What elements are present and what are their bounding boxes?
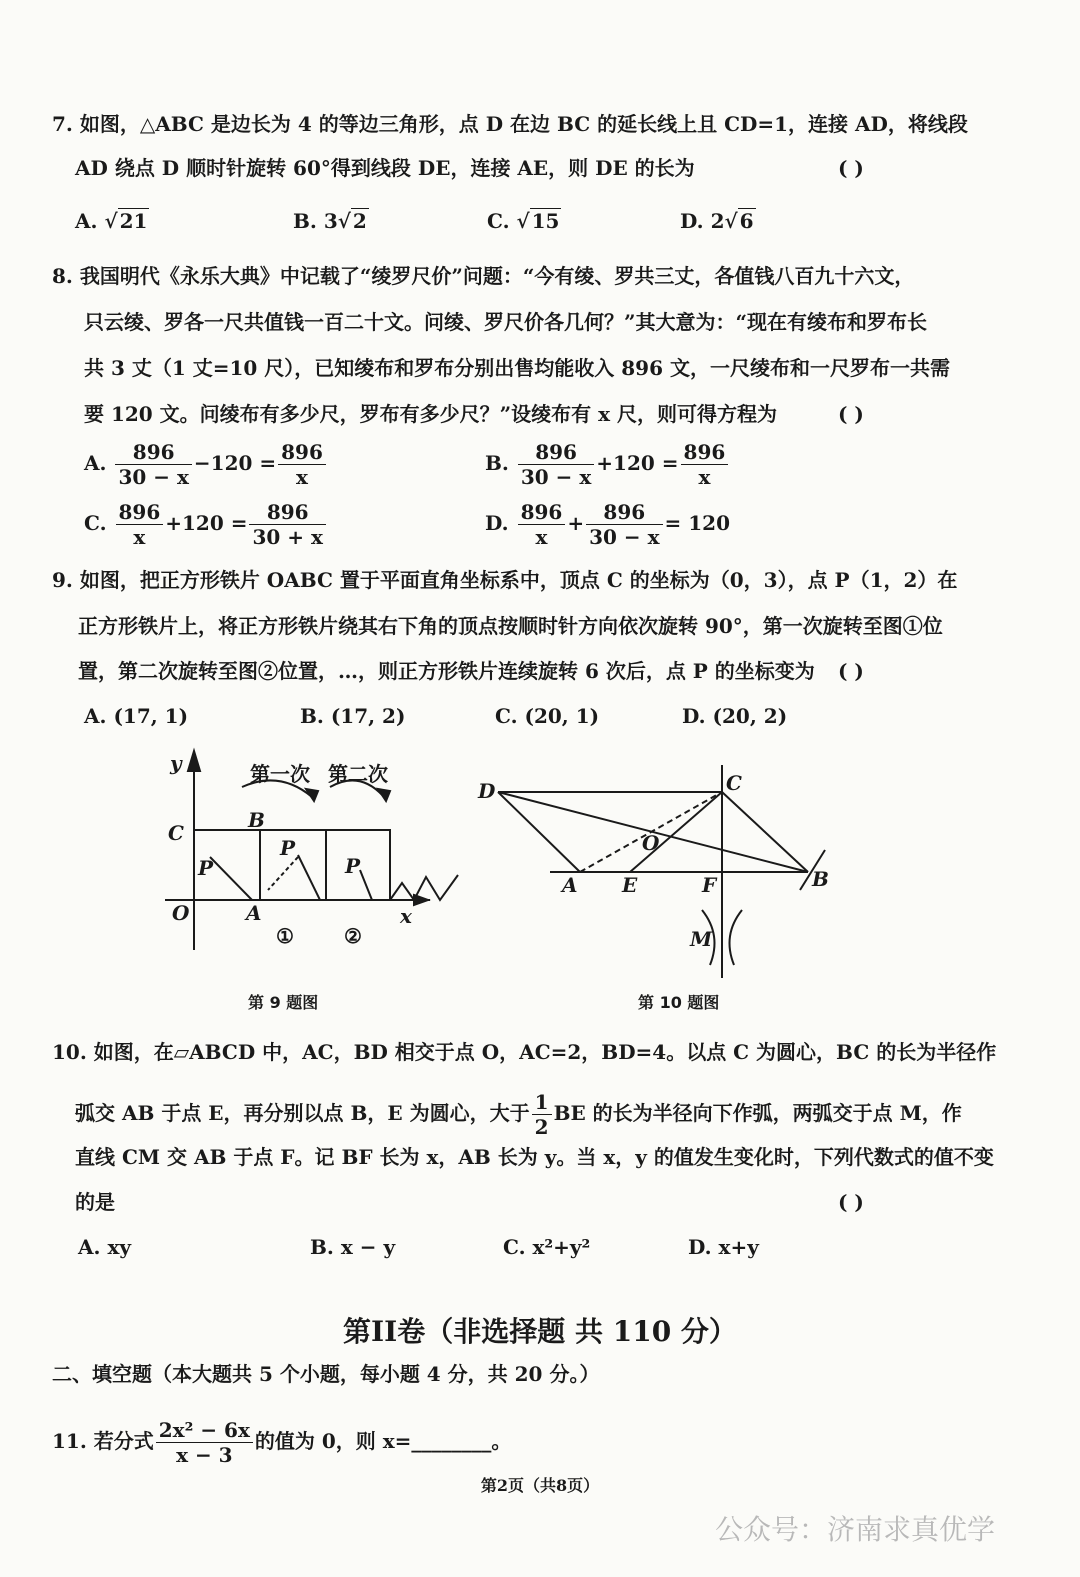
fig10-caption: 第 10 题图 [638,993,720,1012]
q10-line4: 的是 [75,1190,115,1214]
arrow-second-head [378,789,390,801]
q8-option-c: C. $\frac{896}{x}$ +120 = $\frac{896}{30 + x}$ [84,500,328,549]
q10-paren: ( ) [838,1190,864,1214]
p1-segment [298,855,320,900]
fig10-label-f: F [702,873,717,897]
fig10-label-o: O [642,831,660,855]
fig9-label-x: x [400,904,412,928]
q8-line4: 要 120 文。问绫布有多少尺，罗布有多少尺？”设绫布有 x 尺，则可得方程为 [84,402,778,426]
q10-line1: 10. 如图，在▱ABCD 中，AC，BD 相交于点 O，AC=2，BD=4。以点 C 为圆心，BC 的长为半径作 [52,1040,997,1064]
q10-line3: 直线 CM 交 AB 于点 F。记 BF 长为 x，AB 长为 y。当 x，y 的值发生变化时，下列代数式的值不变 [75,1145,994,1169]
q9-option-c: C. (20, 1) [495,704,600,728]
q7-option-c: C. √ 15 [487,209,560,233]
fig10-label-e: E [622,873,638,897]
fig9-label-c: C [168,821,184,845]
q8-line2: 只云绫、罗各一尺共值钱一百二十文。问绫、罗尺价各几何？”其大意为：“现在有绫布和罗布长 [84,310,928,334]
q8-option-d: D. $\frac{896}{x}$ + $\frac{896}{30 - x}$ = 120 [485,500,730,549]
watermark: 公众号：济南求真优学 [715,1513,996,1546]
fig10-label-d: D [478,779,496,803]
q9-option-a: A. (17, 1) [84,704,189,728]
q7-option-a: A. √ 21 [75,209,148,233]
fig10-label-m: M [690,927,713,951]
dashed-segment [268,857,298,890]
q7-line1: 7. 如图，△ABC 是边长为 4 的等边三角形，点 D 在边 BC 的延长线上且 CD=1，连接 AD，将线段 [52,112,968,136]
section-fill-blank: 二、填空题（本大题共 5 个小题，每小题 4 分，共 20 分。） [52,1362,600,1386]
zigzag-continuation [390,875,458,900]
fig9-label-y: y [170,751,182,775]
fig9-label-o: O [172,901,190,925]
q11-line: 11. 若分式 $\frac{\text{2x² − 6x}}{x - 3}$ 的值为 0，则 x=________。 [52,1418,512,1467]
q10-option-b: B. x − y [310,1235,396,1259]
q8-paren: ( ) [838,402,864,426]
p-segment [210,857,252,900]
segment-da [498,792,580,872]
fig9-label-a: A [246,901,262,925]
q9-line1: 9. 如图，把正方形铁片 OABC 置于平面直角坐标系中，顶点 C 的坐标为（0，3），点 P（1，2）在 [52,568,958,592]
q10-line2: 弧交 AB 于点 E，再分别以点 B，E 为圆心，大于 $\frac{1}{2}$ BE 的长为半径向下作弧，两弧交于点 M，作 [75,1090,962,1139]
part2-title: 第II卷（非选择题 共 110 分） [343,1315,737,1348]
page-footer: 第2页（共8页） [480,1476,600,1495]
fig9-label-p: P [198,856,214,880]
q8-option-b: B. $\frac{896}{30 - x}$ +120 = $\frac{896}{x}$ [485,440,730,489]
fig10-label-a: A [562,873,578,897]
q9-paren: ( ) [838,659,864,683]
q8-line3: 共 3 丈（1 丈=10 尺），已知绫布和罗布分别出售均能收入 896 文，一尺绫布和一尺罗布一共需 [84,356,950,380]
fig9-caption: 第 9 题图 [248,993,319,1012]
q10-option-d: D. x+y [688,1235,759,1259]
q9-option-d: D. (20, 2) [682,704,788,728]
q8-option-a: A. $\frac{896}{30 - x}$ −120 = $\frac{896}{x}$ [84,440,328,489]
arrow-first-head [306,789,318,801]
fig10-label-b: B [812,867,829,891]
y-axis-arrow [188,751,200,771]
fig9-label-circle-1: ① [276,924,294,948]
q9-line2: 正方形铁片上，将正方形铁片绕其右下角的顶点按顺时针方向依次旋转 90°，第一次旋转至图①位 [78,614,943,638]
fig10-label-c: C [726,771,742,795]
fig9-label-first: 第一次 [250,762,310,786]
q7-line2: AD 绕点 D 顺时针旋转 60°得到线段 DE，连接 AE，则 DE 的长为 [75,156,695,180]
q9-line3: 置，第二次旋转至图②位置，…，则正方形铁片连续旋转 6 次后，点 P 的坐标变为 [78,659,815,683]
q7-option-d: D. 2√ 6 [680,209,754,233]
arc-m-right [730,910,743,965]
fig9-label-circle-2: ② [344,924,362,948]
q10-option-a: A. xy [78,1235,131,1259]
fig9-label-b: B [248,808,265,832]
q8-line1: 8. 我国明代《永乐大典》中记载了“绫罗尺价”问题：“今有绫、罗共三丈，各值钱八百九十六文， [52,264,915,288]
figure-9 [150,745,480,960]
q9-option-b: B. (17, 2) [300,704,406,728]
p2-segment [360,870,372,900]
figure-10 [470,760,840,980]
q10-option-c: C. x²+y² [503,1235,591,1259]
q7-paren: ( ) [838,156,864,180]
q7-option-b: B. 3√ 2 [293,209,367,233]
fig9-label-p1: P [280,836,296,860]
fig9-label-p2: P [345,854,361,878]
fig9-label-second: 第二次 [328,762,388,786]
